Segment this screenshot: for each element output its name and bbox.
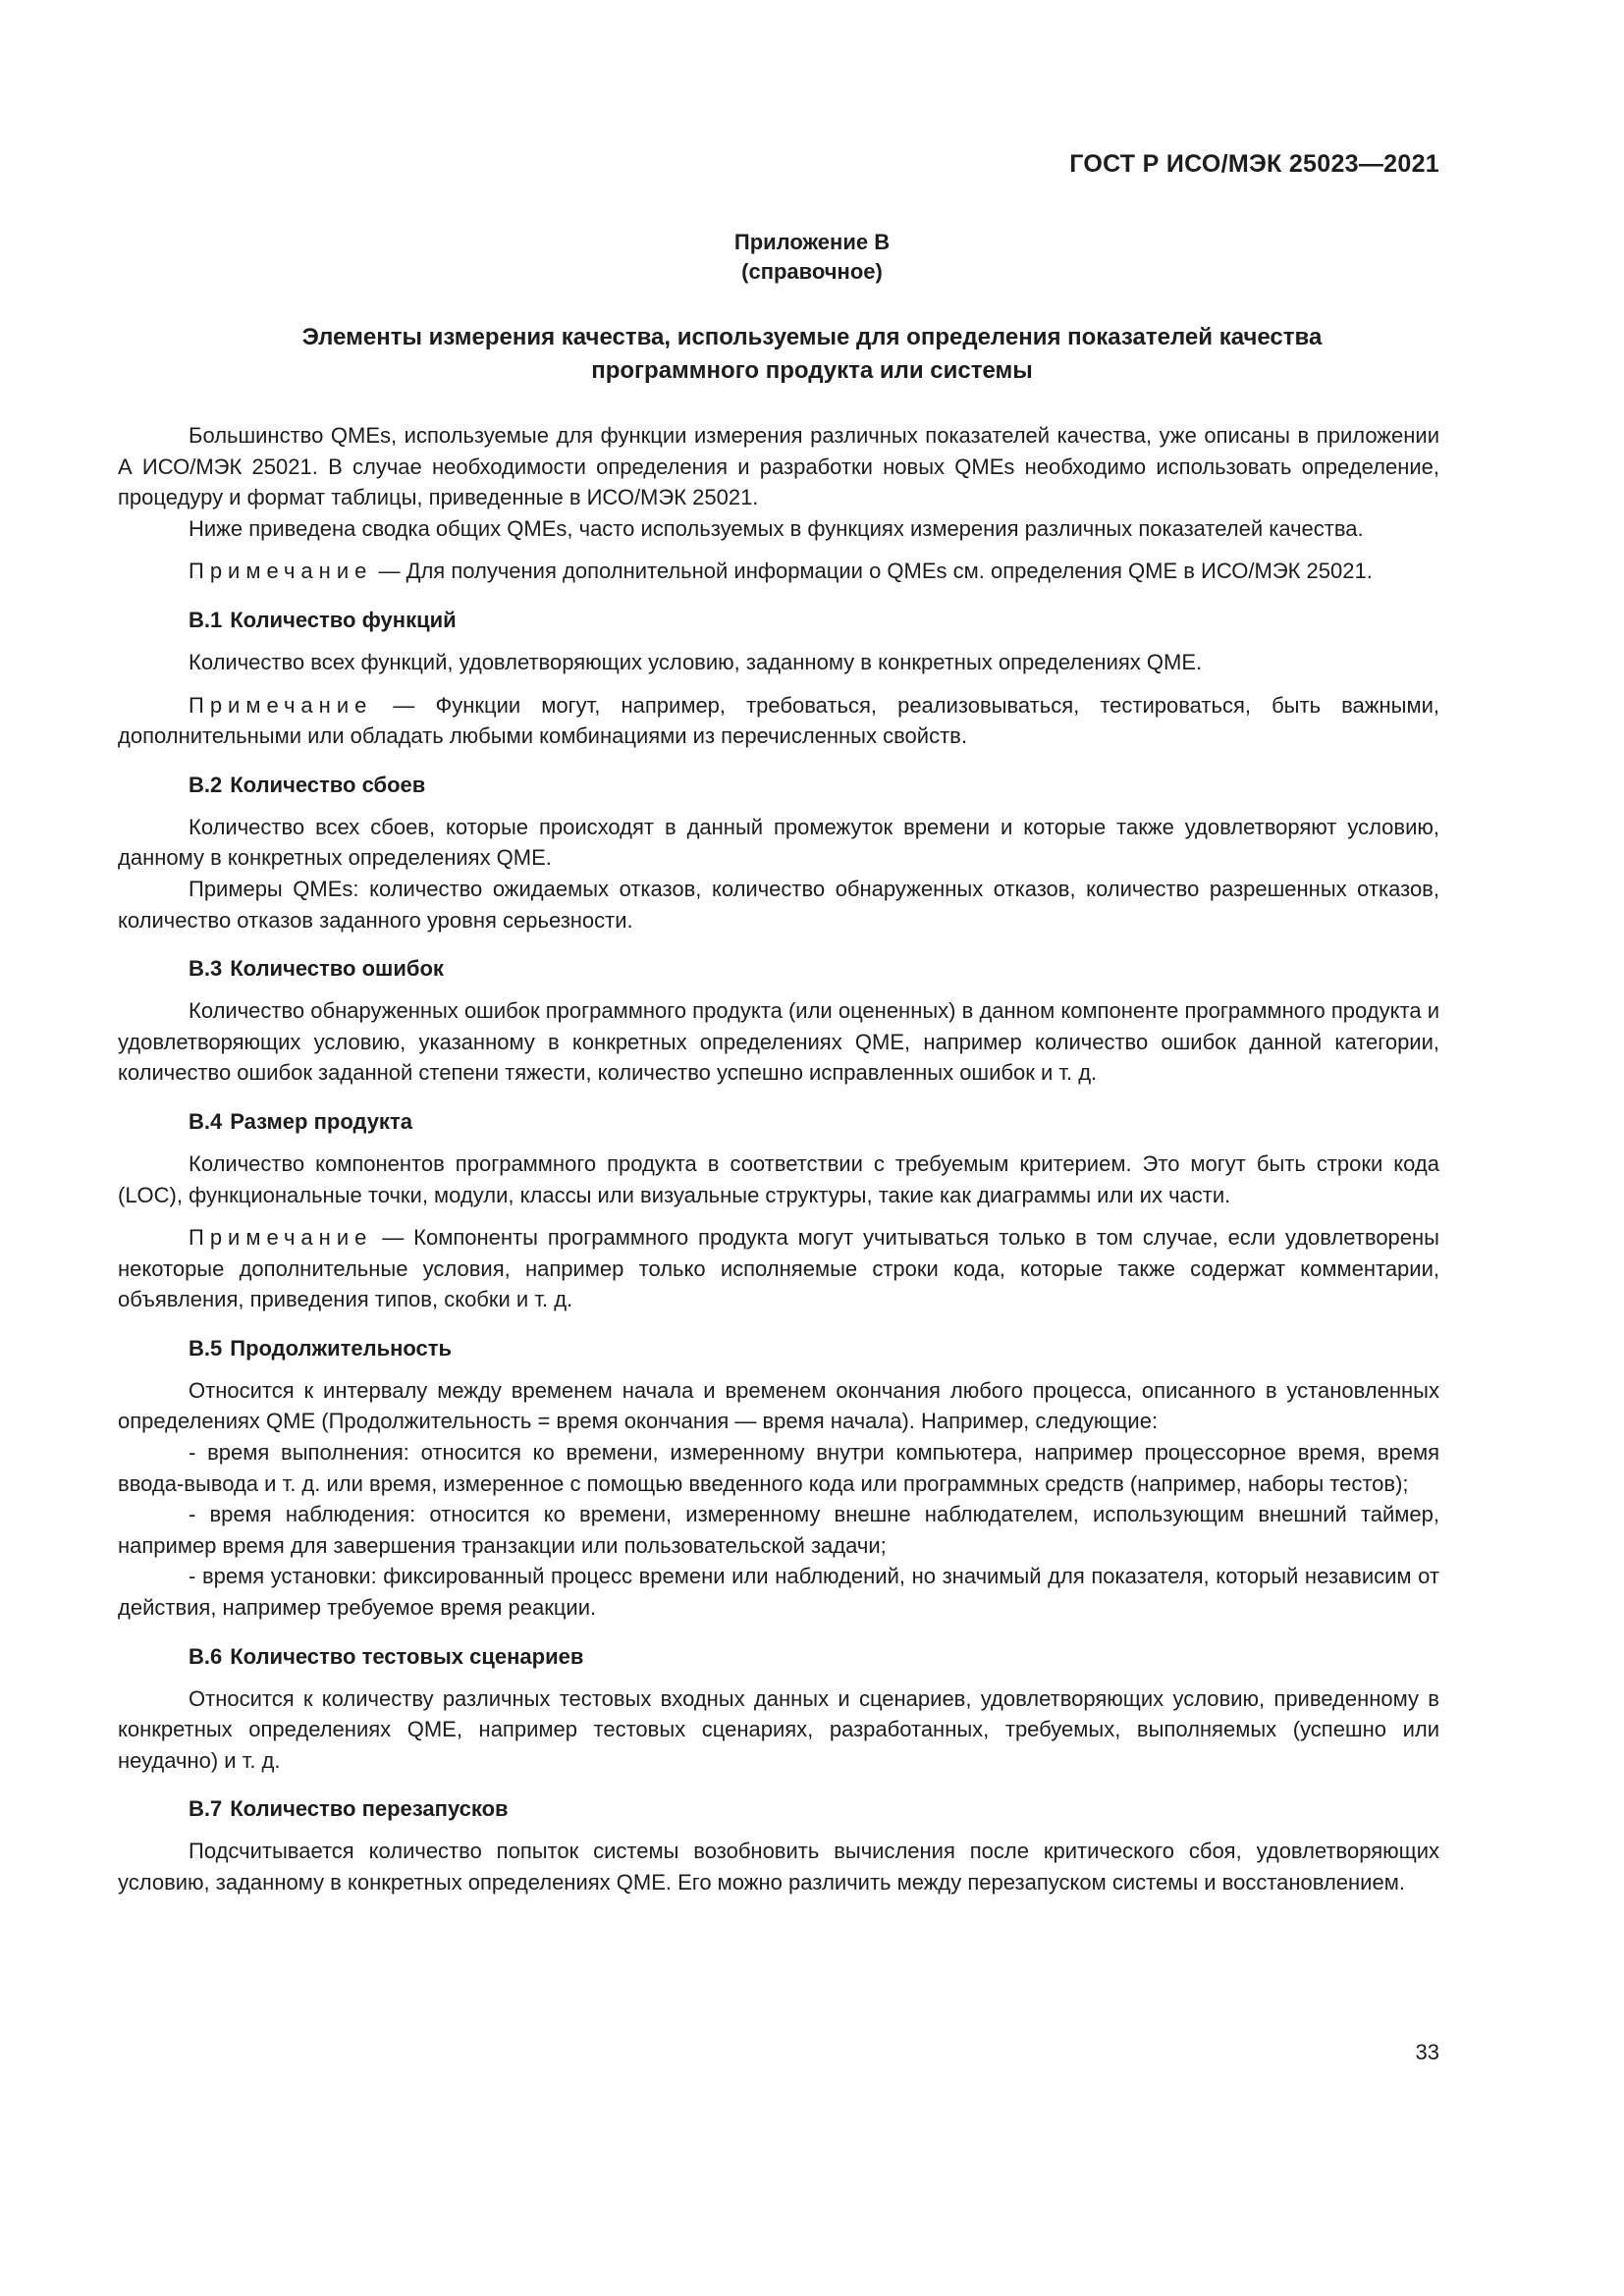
annex-title-line1: Элементы измерения качества, используемые для определения показателей качества <box>301 324 1323 350</box>
b2-paragraph-1: Количество всех сбоев, которые происходят в данный промежуток времени и которые также удовлетворяют условию, данному в конкретных определениях QME. <box>118 814 1439 871</box>
section-number: B.5 <box>189 1335 223 1361</box>
annex-title-line2: программного продукта или системы <box>591 357 1033 384</box>
b4-paragraph: Количество компонентов программного продукта в соответствии с требуемым критерием. Это могут быть строки кода (LOC), функциональные точки, модули, классы или визуальные структуры, такие как диаграммы или их части. <box>118 1150 1439 1207</box>
section-title: Размер продукта <box>230 1108 412 1134</box>
annex-heading <box>0 228 1624 287</box>
section-heading-b7 <box>189 1794 1439 1824</box>
section-heading-b4 <box>189 1107 1439 1137</box>
section-heading-b5 <box>189 1334 1439 1363</box>
document-body <box>118 420 1439 1898</box>
section-number: B.1 <box>189 607 223 632</box>
section-heading-b2 <box>189 771 1439 800</box>
section-heading-b3 <box>189 954 1439 984</box>
intro-paragraph-2: Ниже приведена сводка общих QMEs, часто используемых в функциях измерения различных показателей качества. <box>189 515 1364 541</box>
b5-list-item-1: - время выполнения: относится ко времени, измеренному внутри компьютера, например процессорное время, время ввода-вывода и т. д. или время, измеренное с помощью введенного кода или программных средств (например, наборы тестов); <box>118 1440 1439 1496</box>
b5-list-item-2: - время наблюдения: относится ко времени, измеренному внешне наблюдателем, использующим внешний таймер, например время для завершения транзакции или пользовательской задачи; <box>118 1502 1439 1558</box>
b5-paragraph: Относится к интервалу между временем начала и временем окончания любого процесса, описанного в установленных определениях QME (Продолжительность = время окончания — время начала). Например, следующие: <box>118 1377 1439 1434</box>
b5-list-item-3: - время установки: фиксированный процесс времени или наблюдений, но значимый для показателя, который независим от действия, например требуемое время реакции. <box>118 1564 1439 1621</box>
b2-paragraph-2: Примеры QMEs: количество ожидаемых отказов, количество обнаруженных отказов, количество разрешенных отказов, количество отказов заданного уровня серьезности. <box>118 876 1439 933</box>
section-number: B.4 <box>189 1108 223 1134</box>
note-label: Примечание <box>189 692 373 718</box>
section-number: B.7 <box>189 1796 223 1822</box>
document-id-header: ГОСТ Р ИСО/МЭК 25023—2021 <box>1069 150 1439 178</box>
annex-type: (справочное) <box>741 259 883 284</box>
section-title: Количество перезапусков <box>230 1796 509 1822</box>
note-text: — Функции могут, например, требоваться, реализовываться, тестироваться, быть важными, дополнительными или обладать любыми комбинациями из перечисленных свойств. <box>118 692 1439 749</box>
intro-note <box>118 556 1439 587</box>
b1-note <box>118 690 1439 752</box>
b1-paragraph: Количество всех функций, удовлетворяющих условию, заданному в конкретных определениях QME. <box>189 649 1203 674</box>
note-text: — Для получения дополнительной информации о QMEs см. определения QME в ИСО/МЭК 25021. <box>372 559 1373 584</box>
note-label: Примечание <box>189 1225 373 1251</box>
b6-paragraph: Относится к количеству различных тестовых входных данных и сценариев, удовлетворяющих условию, приведенному в конкретных определениях QME, например тестовых сценариях, разработанных, требуемых, выполняемых (успешно или неудачно) и т. д. <box>118 1685 1439 1773</box>
section-title: Количество тестовых сценариев <box>230 1643 584 1669</box>
note-label: Примечание <box>189 559 373 584</box>
section-title: Количество функций <box>230 607 457 632</box>
annex-label: Приложение B <box>733 230 891 254</box>
intro-paragraph-1: Большинство QMEs, используемые для функции измерения различных показателей качества, уже описаны в приложении А ИСО/МЭК 25021. В случае необходимости определения и разработки новых QMEs необходимо использовать определение, процедуру и формат таблицы, приведенные в ИСО/МЭК 25021. <box>118 423 1439 510</box>
annex-title <box>177 321 1447 388</box>
section-title: Количество сбоев <box>230 772 426 797</box>
note-text: — Компоненты программного продукта могут учитываться только в том случае, если удовлетворены некоторые дополнительные условия, например только исполняемые строки кода, которые также содержат комментарии, объявления, приведения типов, скобки и т. д. <box>118 1225 1439 1312</box>
b3-paragraph: Количество обнаруженных ошибок программного продукта (или оцененных) в данном компоненте программного продукта и удовлетворяющих условию, указанному в конкретных определениях QME, например количество ошибок данной категории, количество ошибок заданной степени тяжести, количество успешно исправленных ошибок и т. д. <box>118 998 1439 1086</box>
page-number: 33 <box>1415 2040 1439 2064</box>
section-heading-b6 <box>189 1642 1439 1672</box>
section-number: B.3 <box>189 956 223 982</box>
b4-note <box>118 1222 1439 1315</box>
section-number: B.6 <box>189 1643 223 1669</box>
section-heading-b1 <box>189 606 1439 635</box>
section-title: Количество ошибок <box>230 956 444 982</box>
section-title: Продолжительность <box>230 1335 453 1361</box>
b7-paragraph: Подсчитывается количество попыток системы возобновить вычисления после критического сбоя, удовлетворяющих условию, заданному в конкретных определениях QME. Его можно различить между перезапуском системы и восстановлением. <box>118 1839 1439 1895</box>
section-number: B.2 <box>189 772 223 797</box>
